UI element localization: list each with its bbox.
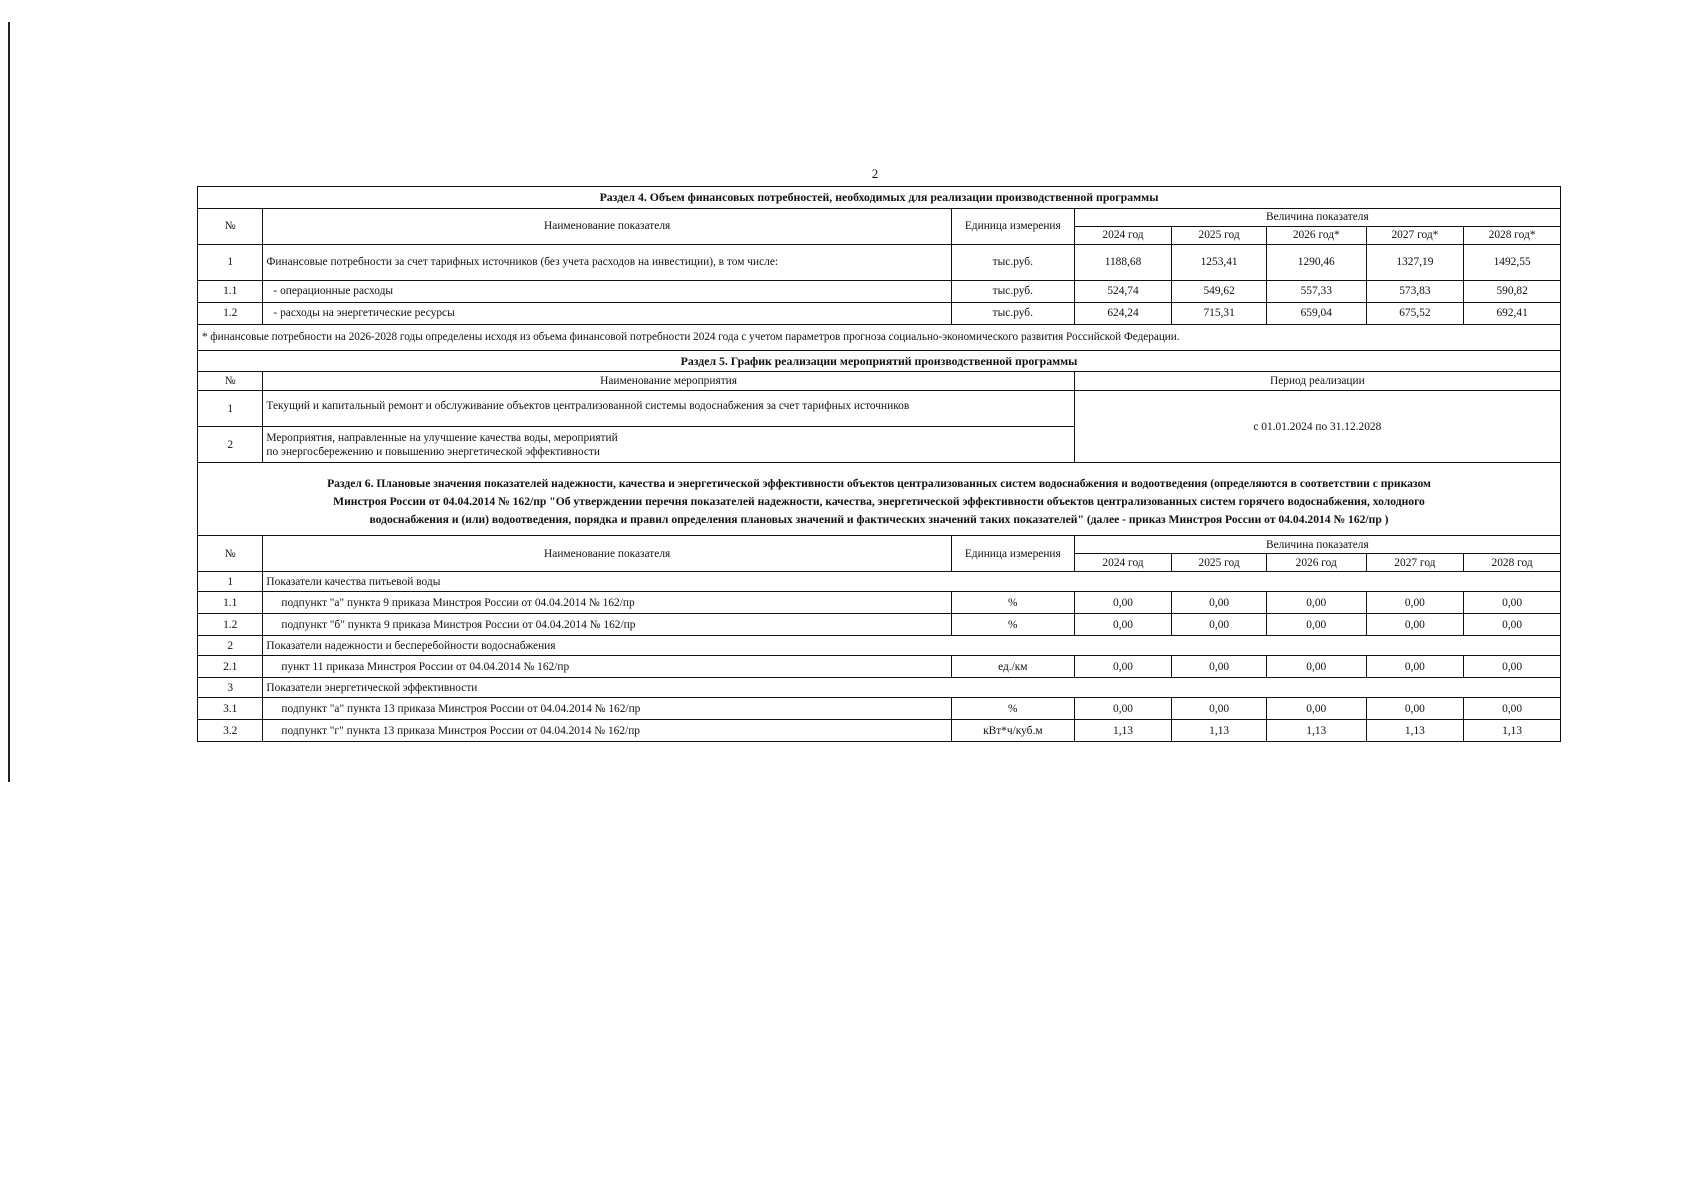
s4-header-year: 2027 год*: [1366, 226, 1464, 244]
scan-edge-line: [8, 22, 10, 782]
row-value: 1253,41: [1172, 244, 1267, 280]
row-value: 0,00: [1366, 656, 1464, 678]
row-name: - операционные расходы: [263, 280, 951, 302]
row-num: 1.2: [198, 302, 263, 324]
group-row: [198, 678, 1561, 698]
page-number: 2: [871, 166, 879, 181]
table-row: [198, 592, 1561, 614]
row-value: 0,00: [1172, 656, 1267, 678]
row-value: 0,00: [1464, 614, 1561, 636]
row-unit: тыс.руб.: [951, 244, 1074, 280]
section4-5-table: [197, 186, 1561, 742]
group-num: 2: [198, 636, 263, 656]
row-num: 3.1: [198, 698, 263, 720]
s4-header-unit: Единица измерения: [951, 208, 1074, 244]
s6-header-year: 2028 год: [1464, 554, 1561, 572]
row-name: [263, 427, 1074, 463]
s4-header-year: 2024 год: [1074, 226, 1172, 244]
section4-title: Раздел 4. Объем финансовых потребностей, необходимых для реализации производственной программы: [198, 187, 1561, 209]
row-name: подпункт "г" пункта 13 приказа Минстроя России от 04.04.2014 № 162/пр: [263, 720, 951, 742]
row-value: 0,00: [1464, 698, 1561, 720]
row-value: 0,00: [1366, 592, 1464, 614]
row-value: 1492,55: [1464, 244, 1561, 280]
row-value: 1327,19: [1366, 244, 1464, 280]
s4-header-value-group: Величина показателя: [1074, 208, 1560, 226]
table-row: [198, 280, 1561, 302]
row-value: 692,41: [1464, 302, 1561, 324]
row-name: пункт 11 приказа Минстроя России от 04.04.2014 № 162/пр: [263, 656, 951, 678]
row-value: 0,00: [1366, 614, 1464, 636]
row-value: 524,74: [1074, 280, 1172, 302]
row-num: 3.2: [198, 720, 263, 742]
s4-header-num: №: [198, 208, 263, 244]
row-value: 0,00: [1074, 698, 1172, 720]
row-value: 0,00: [1074, 656, 1172, 678]
s5-period: с 01.01.2024 по 31.12.2028: [1074, 391, 1560, 463]
row-value: 0,00: [1366, 698, 1464, 720]
table-row: [198, 614, 1561, 636]
group-num: 3: [198, 678, 263, 698]
section4-footnote: * финансовые потребности на 2026-2028 годы определены исходя из объема финансовой потребности 2024 года с учетом параметров прогноза социально-экономического развития Российской Федерации.: [198, 324, 1561, 350]
table-row: [198, 302, 1561, 324]
table-row: [198, 656, 1561, 678]
row-value: 715,31: [1172, 302, 1267, 324]
row-value: 0,00: [1266, 698, 1366, 720]
row-value: 1,13: [1074, 720, 1172, 742]
row-unit: кВт*ч/куб.м: [951, 720, 1074, 742]
row-unit: %: [951, 592, 1074, 614]
section6-title: [198, 463, 1561, 536]
table-row: [198, 698, 1561, 720]
table-row: [198, 720, 1561, 742]
s6-header-value-group: Величина показателя: [1074, 536, 1560, 554]
row-name-line: по энергосбережению и повышению энергетической эффективности: [266, 445, 600, 458]
row-name-line: Мероприятия, направленные на улучшение качества воды, мероприятий: [266, 431, 618, 444]
s6-header-year: 2024 год: [1074, 554, 1172, 572]
row-unit: ед./км: [951, 656, 1074, 678]
row-unit: тыс.руб.: [951, 302, 1074, 324]
group-name: Показатели качества питьевой воды: [263, 572, 1561, 592]
row-value: 624,24: [1074, 302, 1172, 324]
row-value: 590,82: [1464, 280, 1561, 302]
row-num: 2: [198, 427, 263, 463]
row-name: подпункт "а" пункта 9 приказа Минстроя России от 04.04.2014 № 162/пр: [263, 592, 951, 614]
row-value: 659,04: [1266, 302, 1366, 324]
s4-header-year: 2026 год*: [1266, 226, 1366, 244]
s4-header-year: 2025 год: [1172, 226, 1267, 244]
row-unit: %: [951, 698, 1074, 720]
row-num: 1: [198, 391, 263, 427]
row-value: 1,13: [1464, 720, 1561, 742]
row-num: 1.2: [198, 614, 263, 636]
row-value: 0,00: [1074, 614, 1172, 636]
s6-header-year: 2025 год: [1172, 554, 1267, 572]
row-name: Текущий и капитальный ремонт и обслуживание объектов централизованной системы водоснабжения за счет тарифных источников: [263, 391, 1074, 427]
row-value: 675,52: [1366, 302, 1464, 324]
row-value: 1,13: [1172, 720, 1267, 742]
row-value: 573,83: [1366, 280, 1464, 302]
row-value: 0,00: [1266, 592, 1366, 614]
section6-title-line: Раздел 6. Плановые значения показателей надежности, качества и энергетической эффективности объектов централизованных систем водоснабжения и водоотведения (определяются в соответствии с приказом: [327, 477, 1431, 491]
row-value: 0,00: [1266, 614, 1366, 636]
s6-header-unit: Единица измерения: [951, 536, 1074, 572]
row-num: 1: [198, 244, 263, 280]
row-value: 1188,68: [1074, 244, 1172, 280]
row-name: подпункт "б" пункта 9 приказа Минстроя России от 04.04.2014 № 162/пр: [263, 614, 951, 636]
s5-header-period: Период реализации: [1074, 372, 1560, 391]
section6-title-line: водоснабжения и (или) водоотведения, порядка и правил определения плановых значений и фактических значений таких показателей" (далее - приказ Минстроя России от 04.04.2014 № 162/пр ): [369, 513, 1389, 527]
group-num: 1: [198, 572, 263, 592]
row-value: 557,33: [1266, 280, 1366, 302]
s4-header-name: Наименование показателя: [263, 208, 951, 244]
s6-header-year: 2027 год: [1366, 554, 1464, 572]
s6-header-name: Наименование показателя: [263, 536, 951, 572]
row-value: 1290,46: [1266, 244, 1366, 280]
row-value: 0,00: [1172, 614, 1267, 636]
row-num: 2.1: [198, 656, 263, 678]
row-value: 0,00: [1172, 698, 1267, 720]
row-num: 1.1: [198, 280, 263, 302]
row-value: 0,00: [1172, 592, 1267, 614]
row-unit: %: [951, 614, 1074, 636]
s6-header-num: №: [198, 536, 263, 572]
row-value: 0,00: [1074, 592, 1172, 614]
s6-header-year: 2026 год: [1266, 554, 1366, 572]
group-name: Показатели энергетической эффективности: [263, 678, 1561, 698]
row-unit: тыс.руб.: [951, 280, 1074, 302]
section6-title-line: Минстроя России от 04.04.2014 № 162/пр "Об утверждении перечня показателей надежности, качества, энергетической эффективности объектов централизованных систем горячего водоснабжения, холодного: [333, 495, 1425, 509]
section5-title: Раздел 5. График реализации мероприятий производственной программы: [198, 350, 1561, 372]
group-name: Показатели надежности и бесперебойности водоснабжения: [263, 636, 1561, 656]
row-value: 0,00: [1464, 592, 1561, 614]
row-name: подпункт "а" пункта 13 приказа Минстроя России от 04.04.2014 № 162/пр: [263, 698, 951, 720]
row-value: 1,13: [1266, 720, 1366, 742]
sections-4-5-container: [197, 186, 1561, 742]
group-row: [198, 572, 1561, 592]
s5-header-name: Наименование мероприятия: [263, 372, 1074, 391]
table-row: [198, 244, 1561, 280]
group-row: [198, 636, 1561, 656]
row-value: 1,13: [1366, 720, 1464, 742]
s4-header-year: 2028 год*: [1464, 226, 1561, 244]
table-row: [198, 391, 1561, 427]
s5-header-num: №: [198, 372, 263, 391]
row-name: - расходы на энергетические ресурсы: [263, 302, 951, 324]
row-name: Финансовые потребности за счет тарифных источников (без учета расходов на инвестиции), в том числе:: [263, 244, 951, 280]
row-value: 0,00: [1464, 656, 1561, 678]
row-value: 0,00: [1266, 656, 1366, 678]
row-num: 1.1: [198, 592, 263, 614]
row-value: 549,62: [1172, 280, 1267, 302]
